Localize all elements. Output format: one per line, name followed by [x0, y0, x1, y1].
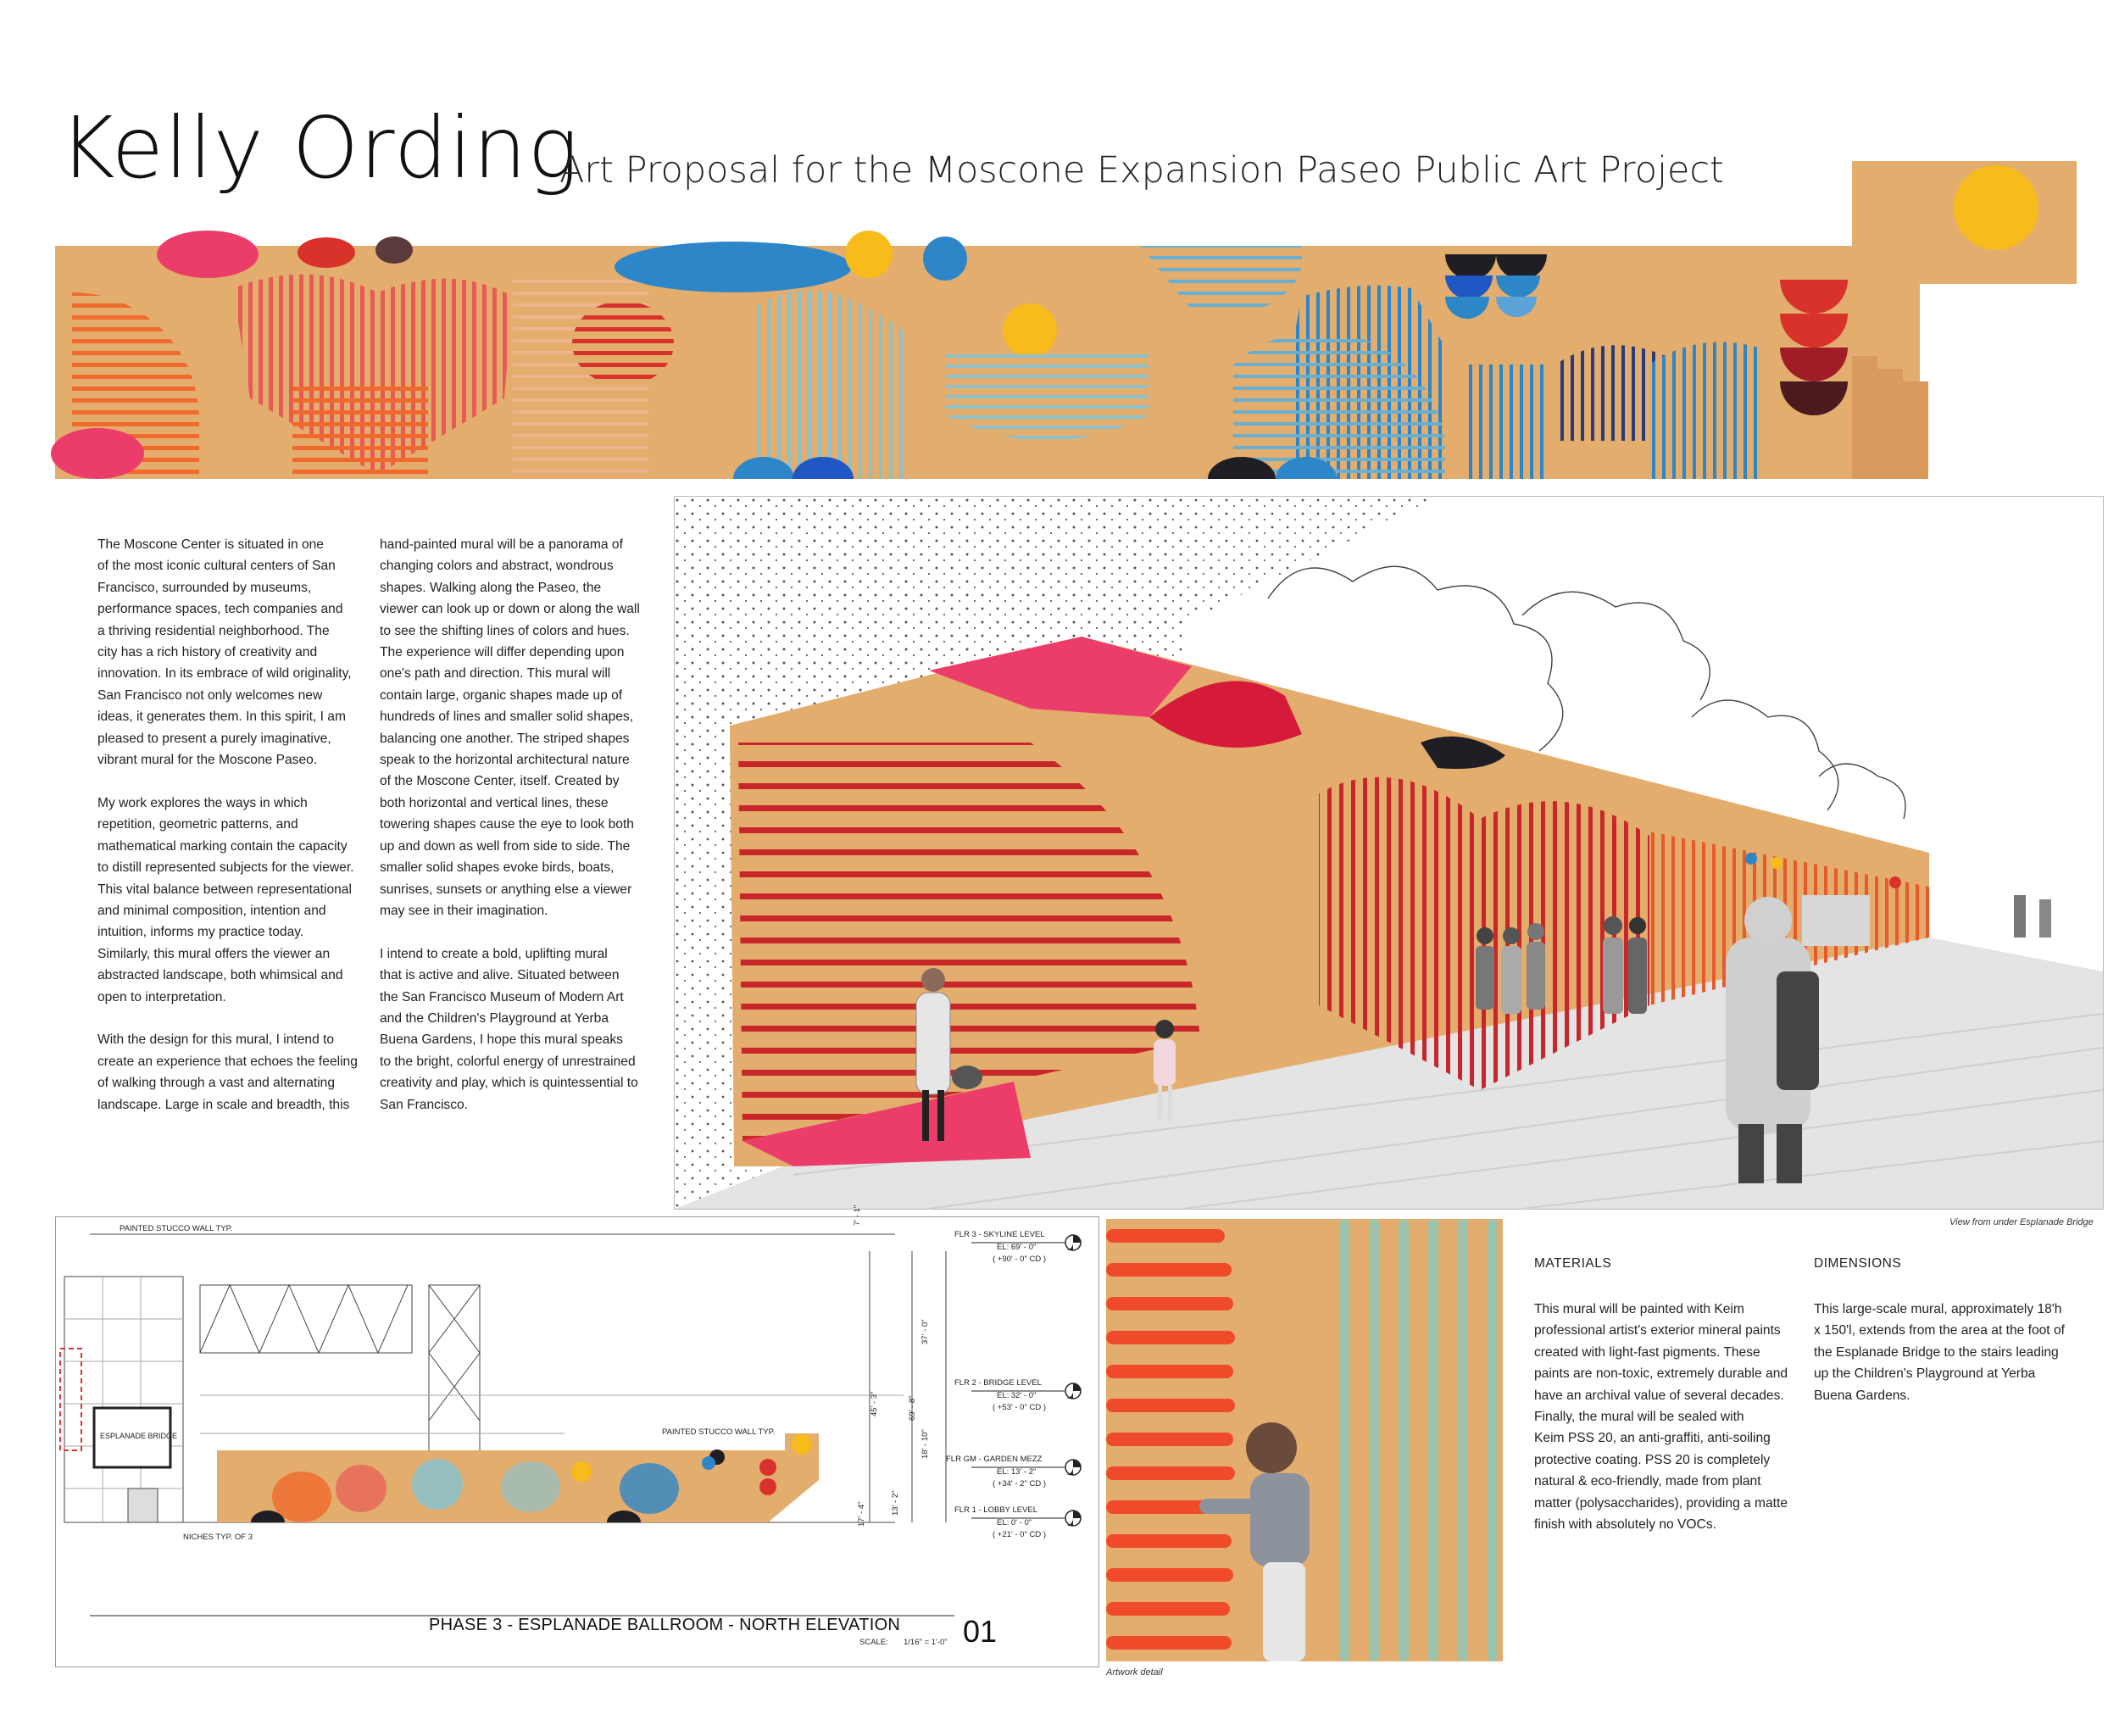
mural-panorama — [55, 161, 2077, 479]
level-2-name: FLR 2 - BRIDGE LEVEL — [954, 1378, 1042, 1388]
dim-18ft: 18' - 10" — [920, 1429, 930, 1459]
artwork-detail-svg — [1106, 1219, 1503, 1661]
dim-69ft: 69' - 8" — [908, 1395, 917, 1421]
intro-text-column-1: The Moscone Center is situated in one of the most iconic cultural centers of San Francisco, surrounded by museums, performance spaces, tech companies and a thriving residential neighborhood. The city has a rich history of creativity and innovation. In its embrace of wild originality, San Francisco not only welcomes new ideas, it generates them. In this spirit, I am pleased to present a purely imaginative, vibrant mural for the Moscone Paseo. My work explores the ways in which repetition, geometric patterns, and mathematical marking contain the capacity to distill represented subjects for the viewer. This vital balance between representational and minimal composition, intention and intuition, informs my practice today. Similarly, this mural offers the viewer an abstracted landscape, both whimsical and open to interpretation. With the design for this mural, I intend to create an experience that echoes the feeling of walking through a vast and alternating landscape. Large in scale and breadth, this — [97, 537, 358, 1112]
drawing-title: PHASE 3 - ESPLANADE BALLROOM - NORTH ELEVATION — [429, 1616, 901, 1634]
dim-13ft: 13' - 2" — [891, 1490, 900, 1516]
drawing-number: 01 — [963, 1614, 998, 1649]
level-2-cd: ( +53' - 0" CD ) — [993, 1403, 1046, 1412]
drawing-scale-label: SCALE: — [859, 1638, 888, 1647]
level-1-cd: ( +21' - 0" CD ) — [993, 1530, 1046, 1539]
level-1-name: FLR 1 - LOBBY LEVEL — [954, 1505, 1038, 1515]
dim-37ft: 37' - 0" — [920, 1319, 930, 1344]
dimensions-body: This large-scale mural, approximately 18'h x 150'l, extends from the area at the foot of the Esplanade Bridge to the stairs leading up the Children's Playground at Yerba Buena Gardens. — [1814, 1302, 2065, 1403]
level-2-el: EL: 32' - 0" — [997, 1391, 1037, 1400]
rendering-caption: View from under Esplanade Bridge — [1949, 1217, 2094, 1227]
level-1-el: EL: 0' - 0" — [997, 1518, 1032, 1527]
level-3-el: EL: 69' - 0" — [997, 1243, 1037, 1252]
artwork-detail-photo — [1106, 1219, 1503, 1661]
label-esplanade-bridge: ESPLANADE BRIDGE — [100, 1432, 178, 1440]
level-gm-cd: ( +34' - 2" CD ) — [993, 1479, 1046, 1488]
level-gm-el: EL: 13' - 2" — [997, 1467, 1037, 1477]
label-niches: NICHES TYP. OF 3 — [183, 1533, 253, 1542]
label-painted-stucco-mid: PAINTED STUCCO WALL TYP. — [662, 1427, 776, 1437]
artwork-detail-caption: Artwork detail — [1106, 1667, 1163, 1678]
label-painted-stucco-top: PAINTED STUCCO WALL TYP. — [120, 1224, 233, 1233]
artist-name: Kelly Ording — [59, 98, 580, 198]
dim-17ft: 17' - 4" — [857, 1501, 866, 1527]
mural-panorama-artwork — [55, 161, 2077, 479]
intro-text-column-2: hand-painted mural will be a panorama of changing colors and abstract, wondrous shapes. Walking along the Paseo, the viewer can look up or down or along the wall to see the shifting lines of colors and hues. The experience will differ depending upon one's path and direction. This mural will contain large, organic shapes made up of hundreds of lines and smaller solid shapes, balancing one another. The striped shapes speak to the horizontal architectural nature of the Moscone Center, itself. Created by both horizontal and vertical lines, these towering shapes cause the eye to look both up and down as well from side to side. The smaller solid shapes evoke birds, boats, sunrises, sunsets or anything else a viewer may see in their imagination. I intend to create a bold, uplifting mural that is active and alive. Situated between the San Francisco Museum of Modern Art and the Children's Playground at Yerba Buena Gardens, I hope this mural speaks to the bright, colorful energy of unrestrained creativity and play, which is quintessential to San Francisco. — [380, 537, 640, 1112]
rendering-scene — [675, 497, 2103, 1209]
materials-body: This mural will be painted with Keim professional artist's exterior mineral paints created with light-fast pigments. These paints are non-toxic, extremely durable and have an archival value of several decades. Finally, the mural will be sealed with Keim PSS 20, an anti-graffiti, anti-soiling protective coating. PSS 20 is completely natural & eco-friendly, made from plant matter (polysaccharides), providing a matte finish with absolutely no VOCs. — [1534, 1302, 1788, 1533]
level-gm-name: FLR GM - GARDEN MEZZ — [946, 1455, 1043, 1464]
elevation-drawing — [55, 1205, 1099, 1667]
dim-7ft: 7' - 1" — [853, 1205, 862, 1226]
dim-45ft: 45' - 3" — [870, 1391, 879, 1416]
dimensions-heading: DIMENSIONS — [1814, 1256, 1902, 1271]
materials-heading: MATERIALS — [1534, 1256, 1612, 1271]
level-3-name: FLR 3 - SKYLINE LEVEL — [954, 1230, 1045, 1239]
elevation-drawing-svg — [56, 1217, 1098, 1666]
mural-rendering — [674, 496, 2104, 1210]
drawing-scale-value: 1/16" = 1'-0" — [904, 1638, 948, 1647]
proposal-subtitle: Art Proposal for the Moscone Expansion Paseo Public Art Project — [559, 149, 1724, 192]
level-3-cd: ( +90' - 0" CD ) — [993, 1255, 1046, 1264]
